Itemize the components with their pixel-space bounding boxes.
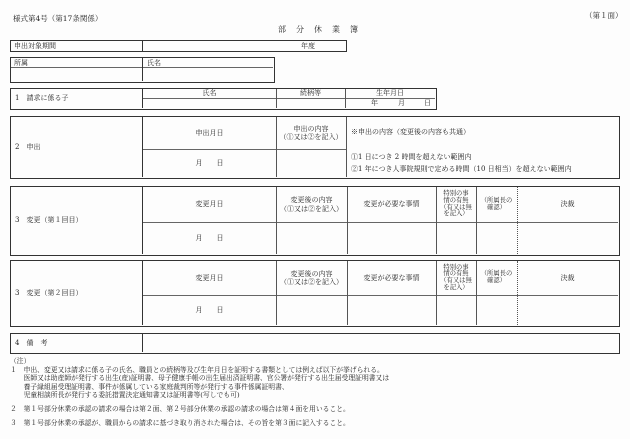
col-label-line: 確認） [487, 203, 506, 211]
period-year-suffix: 年度 [301, 42, 315, 50]
birth-month-label: 月 [398, 99, 405, 107]
col-supervisor-confirm [476, 261, 517, 295]
col-label-line: 特別の事 [443, 190, 469, 198]
note-line: 養子縁組届受理証明書、事件が係属している家庭裁判所等が発行する事件係属証明書、 [10, 382, 289, 391]
col-birthdate: 生年月日 [376, 89, 404, 98]
note-line: ３ 第１号部分休業の承認が、職員からの請求に基づき取り消された場合は、その旨を第３面に記入すること。 [10, 418, 350, 427]
section1-child [10, 88, 437, 110]
change-reason-field[interactable] [348, 223, 435, 254]
section4-label: 4 備 考 [15, 338, 48, 347]
col-label-line: を記入） [443, 210, 469, 218]
child-name-field[interactable] [144, 99, 275, 108]
changed-content-field[interactable] [277, 296, 346, 325]
col-label-line: （①又は②を記入） [280, 204, 343, 213]
special-circumstances-field[interactable] [437, 223, 475, 254]
section3b-label: 3 変更（第２回目） [15, 288, 83, 297]
remarks-field[interactable] [145, 335, 615, 351]
period-label: 申出対象期間 [14, 42, 56, 50]
name-label: 氏名 [147, 59, 161, 67]
col-supervisor-confirm [476, 187, 517, 222]
col-label-line: （有又は無 [440, 277, 472, 284]
section3-change-1 [10, 186, 620, 256]
col-label-line: 申出の内容 [293, 124, 329, 133]
decision-field[interactable] [518, 296, 617, 325]
col-label-line: を記入） [443, 283, 469, 291]
form-number: 様式第4号（第17条関係） [13, 14, 103, 23]
change-date-field[interactable]: 月 日 [195, 234, 224, 243]
note-line: 医師又は助産師が発行する出生(産)証明書、母子健康手帳の出生届出済証明書、官公署が発行する出生届受理証明書又は [10, 374, 390, 383]
col-changed-content [276, 261, 347, 295]
col-label-line: （所属長の [480, 270, 513, 278]
affiliation-box [10, 57, 275, 83]
col-child-name: 氏名 [202, 89, 217, 98]
divider [346, 117, 347, 177]
special-circumstances-field[interactable] [437, 296, 475, 325]
section4-remarks [10, 333, 620, 354]
col-label-line: 情の有無 [443, 270, 469, 278]
supervisor-confirm-field[interactable] [477, 296, 516, 325]
content-note-item1: ①1 日につき 2 時間を超えない範囲内 [351, 153, 472, 161]
change-reason-field[interactable] [348, 296, 435, 325]
divider [142, 58, 143, 81]
supervisor-confirm-field[interactable] [477, 223, 516, 254]
notes-heading: （注） [10, 357, 31, 365]
section3a-label: 3 変更（第１回目） [15, 216, 83, 225]
changed-content-field[interactable] [277, 223, 346, 254]
application-content-field[interactable] [277, 150, 345, 177]
section2-application [10, 116, 620, 179]
col-special-circumstances [436, 187, 476, 222]
section2-label: 2 申出 [15, 142, 41, 151]
col-decision: 決裁 [560, 200, 575, 209]
divider [142, 41, 143, 51]
name-field[interactable] [145, 69, 271, 80]
affiliation-label: 所属 [14, 59, 28, 67]
col-change-date: 変更月日 [195, 200, 224, 209]
col-application-date: 申出月日 [195, 128, 224, 137]
col-change-reason: 変更が必要な事情 [363, 273, 420, 282]
birth-year-label: 年 [371, 99, 378, 107]
col-label-line: （有又は無 [440, 203, 472, 211]
col-decision: 決裁 [560, 273, 575, 282]
period-row [10, 40, 347, 52]
page-title: 部 分 休 業 簿 [278, 25, 359, 34]
divider [142, 334, 143, 352]
section1-label: 1 請求に係る子 [15, 94, 69, 103]
note-line: 児童相談所長が発行する委託措置決定通知書又は証明書等(写しでも可) [10, 391, 240, 400]
col-change-reason: 変更が必要な事情 [363, 200, 420, 209]
col-label-line: 確認） [487, 277, 506, 284]
col-change-date: 変更月日 [195, 273, 224, 282]
birth-day-label: 日 [424, 99, 431, 107]
section3-change-2 [10, 260, 620, 327]
application-date-field[interactable]: 月 日 [195, 159, 224, 168]
decision-field[interactable] [518, 223, 617, 254]
col-special-circumstances [436, 261, 476, 295]
col-relationship: 続柄等 [300, 89, 321, 98]
col-label-line: 変更後の内容 [290, 196, 333, 205]
note-line: ２ 第１号部分休業の承認の請求の場合は第２面、第２号部分休業の承認の請求の場合は第４面を用いること。 [10, 404, 350, 413]
change-date-field[interactable]: 月 日 [195, 306, 224, 315]
note-line: １ 申出、変更又は請求に係る子の氏名、職員との続柄等及び生年月日を証明する書類としては例えば以下が挙げられる。 [10, 365, 384, 374]
col-changed-content [276, 187, 347, 222]
col-label-line: 変更後の内容 [290, 269, 333, 278]
affiliation-field[interactable] [13, 69, 139, 80]
content-note-title: ※申出の内容（変更後の内容も共通） [351, 128, 470, 136]
col-label-line: 特別の事 [443, 263, 469, 271]
page-label: （第１面） [585, 11, 623, 20]
col-application-content [276, 117, 346, 149]
col-label-line: （所属長の [480, 196, 513, 204]
col-label-line: （①又は②を記入） [280, 278, 343, 286]
notes [10, 355, 620, 427]
col-label-line: （①又は②を記入） [279, 133, 343, 141]
col-label-line: 情の有無 [443, 196, 469, 204]
content-note-item2: ②1 年につき人事院規則で定める時間（10 日相当）を超えない範囲内 [351, 165, 572, 173]
relationship-field[interactable] [277, 99, 344, 108]
